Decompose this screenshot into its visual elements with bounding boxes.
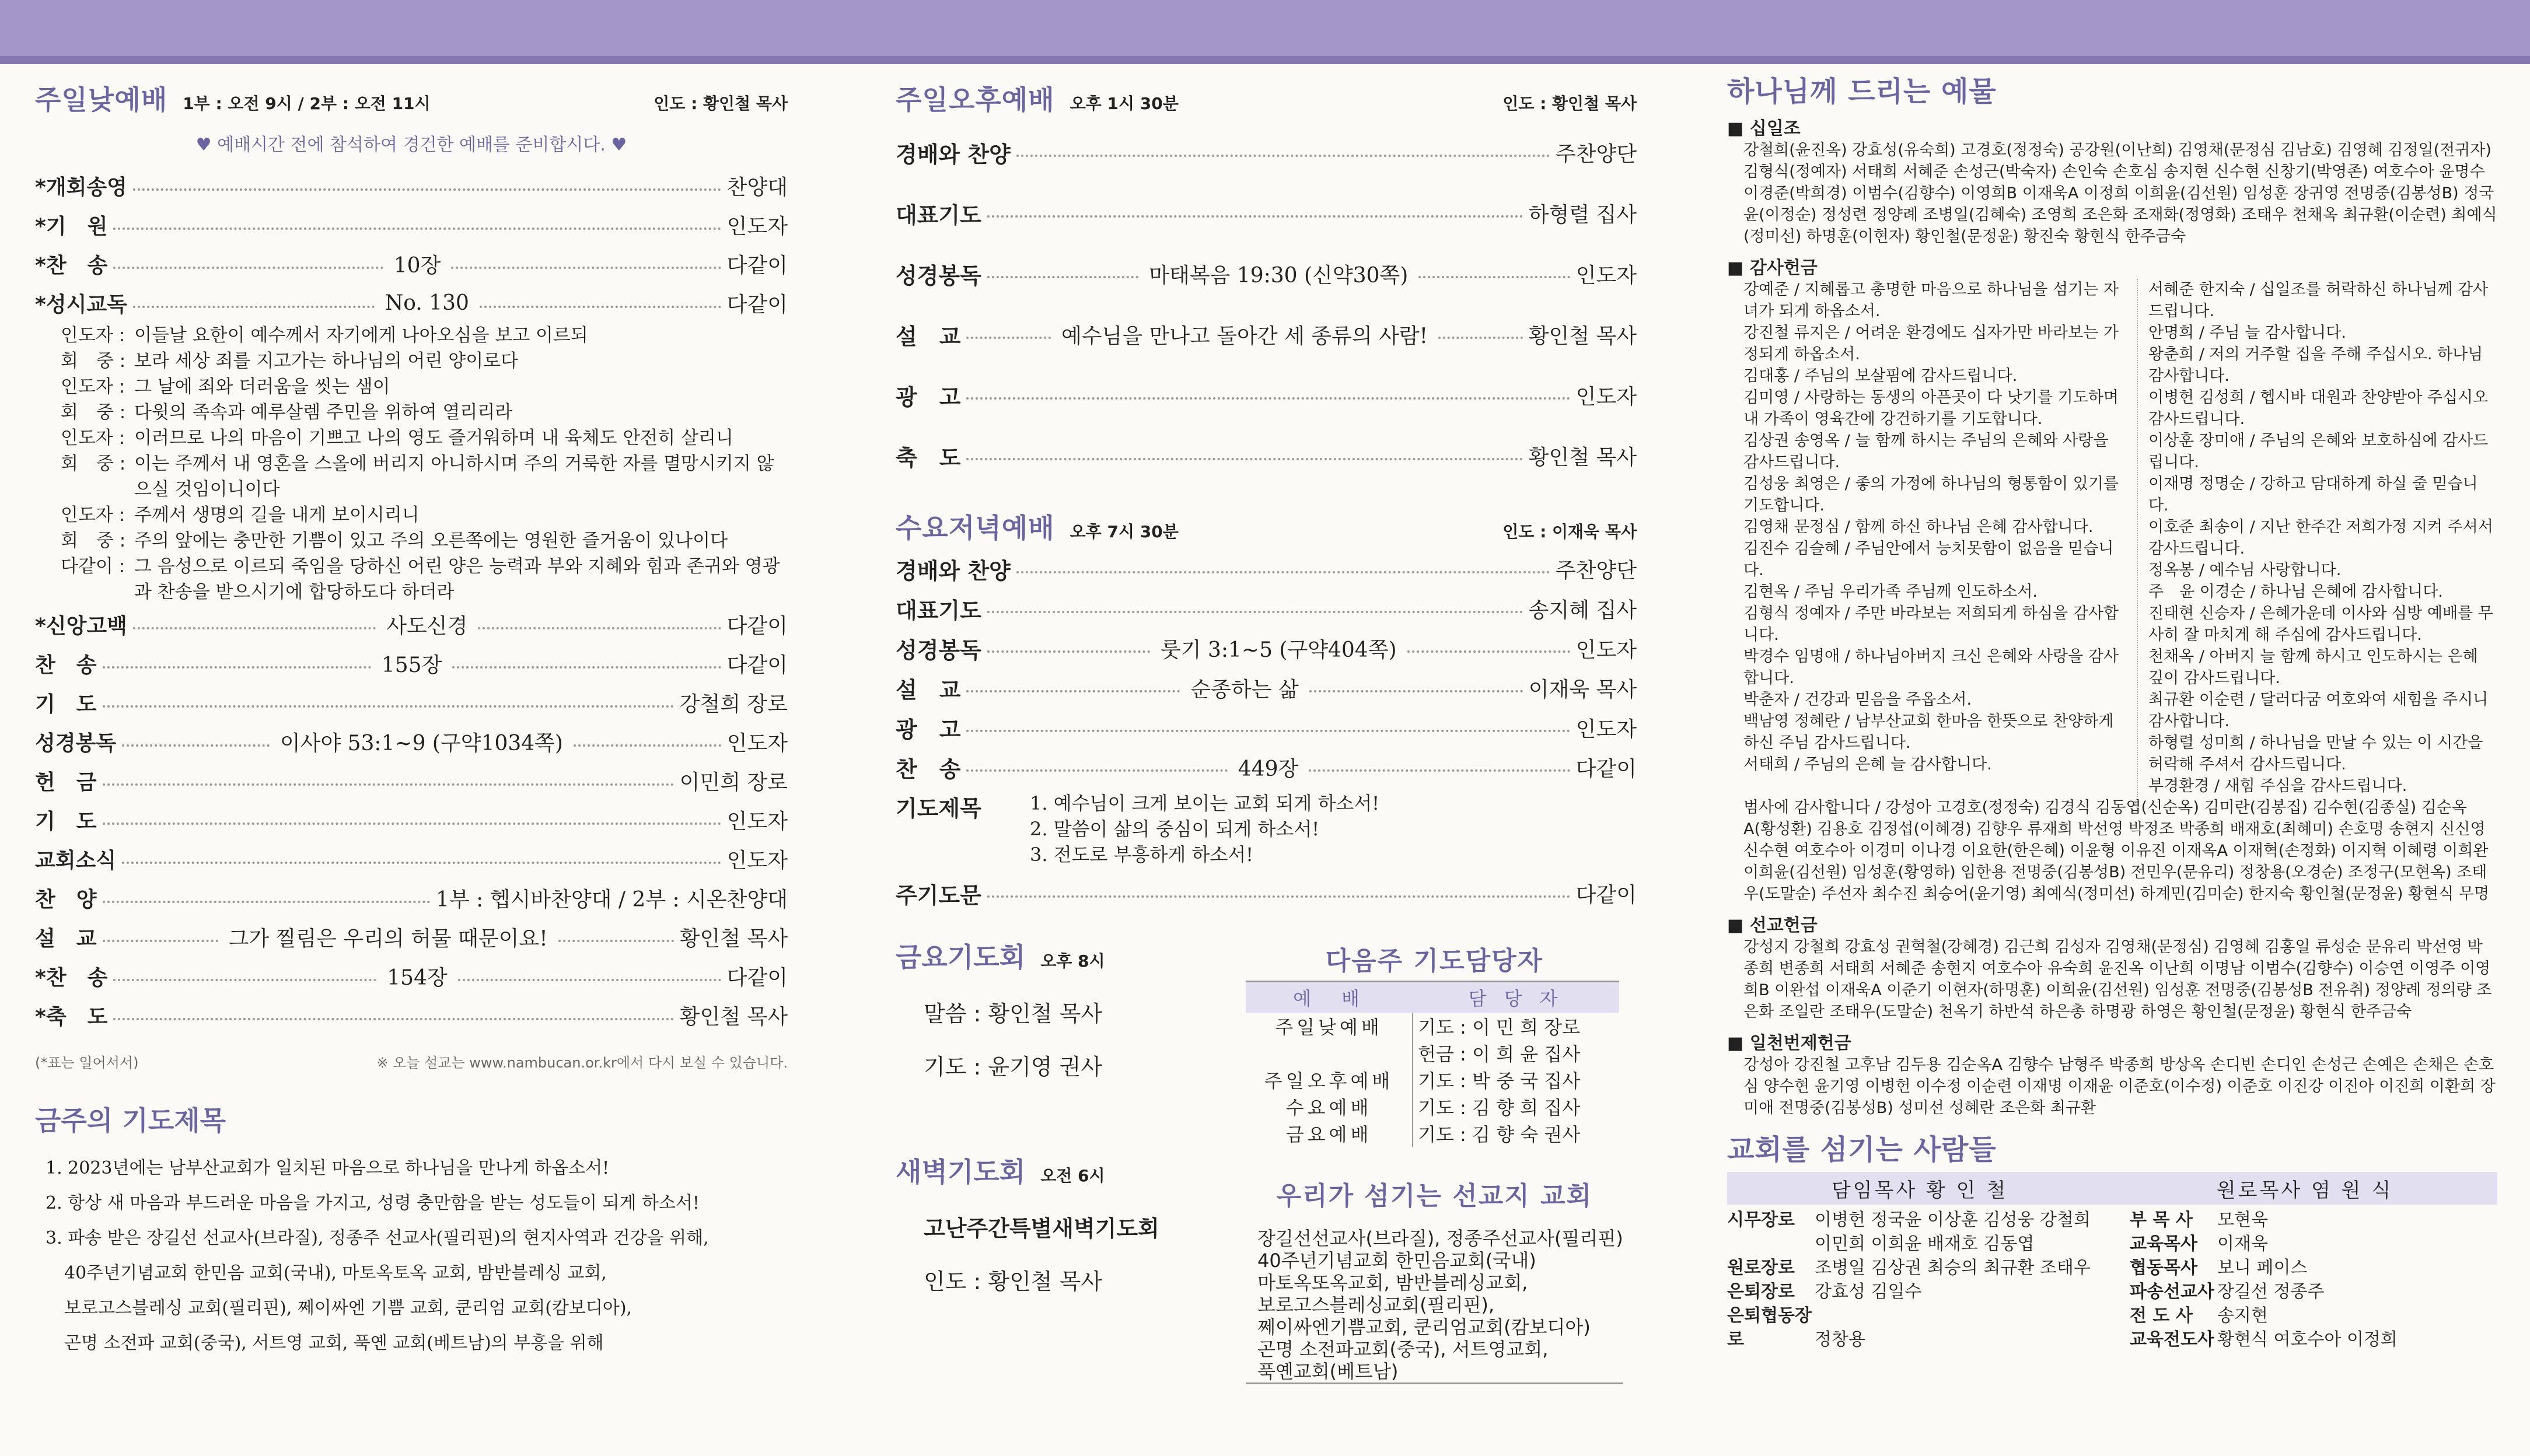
thanks-entry: 서혜준 한지숙 / 십일조를 허락하신 하나님께 감사드립니다. [2148,281,2489,320]
order-item-detail: 룻기 3:1~5 (구약404쪽) [1160,638,1397,662]
order-row [35,878,788,918]
order-row [896,425,1637,486]
order-item-name: 설 교 [896,677,961,703]
order-row [35,644,788,683]
order-item-person: 찬양대 [726,176,788,200]
mission-offering-title: ■ 선교헌금 [1727,911,2497,936]
order-item-name: 찬 송 [896,756,961,782]
staff-names: 강효성 김일수 [1815,1282,1922,1302]
order-item-name: 찬 양 [35,888,97,912]
mission-church: 쩨이싸엔기쁨교회, 쿤리엄교회(캄보디아) [1257,1316,1591,1338]
footnote [35,1051,788,1072]
wednesday-prayer-topics [896,790,1637,867]
thanks-entry: 김영채 문정심 / 함께 하신 하나님 은혜 감사합니다. [1743,518,2094,536]
staff-row [2130,1328,2497,1352]
order-item-detail: 154장 [387,966,448,990]
reading-speaker: 인도자 : [61,505,125,526]
order-item-detail: 10장 [393,254,441,278]
column-offerings [1727,69,2497,1352]
order-row [896,747,1637,787]
staff-names: 정창용 [1815,1329,1865,1350]
prayer-item: 40주년기념교회 한민음 교회(국내), 마토옥토옥 교회, 밤반블레싱 교회, [64,1263,607,1283]
next-week-person: 헌금 : 이 희 윤 집사 [1418,1043,1581,1065]
next-week-service: 주일오후예배 [1246,1066,1413,1093]
order-row [35,284,788,323]
order-item-detail: 이사야 53:1~9 (구약1034쪽) [279,732,563,755]
staff-names: 송지현 [2217,1306,2268,1326]
lords-prayer-who: 다같이 [1575,883,1637,907]
staff-row [2130,1304,2497,1328]
staff-row [2130,1256,2497,1280]
thanks-entry: 천채옥 / 아버지 늘 함께 하시고 인도하시는 은혜 깊이 감사드립니다. [2148,648,2478,687]
weekly-prayer-title: 금주의 기도제목 [35,1105,226,1136]
mission-church: 마토옥또옥교회, 밤반블레싱교회, [1257,1272,1528,1294]
next-week-head-service: 예 배 [1246,982,1413,1013]
missions-list [1246,1227,1623,1384]
thanks-entry: 박춘자 / 건강과 믿음을 주옵소서. [1743,691,1972,709]
order-row [896,708,1637,747]
order-row [896,668,1637,708]
order-item-name: 축 도 [896,444,961,471]
thanks-entry: 이재명 정명순 / 강하고 담대하게 하실 줄 믿습니다. [2148,475,2478,514]
column-other-services [896,79,1637,1384]
dawn-header [896,1151,1246,1189]
thanks-all-names: 범사에 감사합니다 / 강성아 고경호(정정숙) 김경식 김동엽(신순옥) 김미란(김봉집) 김수현(김종실) 김순옥A(황성환) 김용호 김정섭(이혜경) 김향우 류재희 박선영 박정조 박종희 배재호(최혜미) 손호명 송현지 신신영 신수현 여호수아 이경미 이나경 이요한(한은혜) 이윤형 이유진 이재옥A 이재혁(손정화) 이지혁 이혜령 이희완 이희윤(김선원) 임성훈(황영하) 임한용 전명중(김봉성B) 전민우(문유리) 정창용(오경순) 조정구(모현옥) 조태우(도말순) 주선자 최수진 최승어(윤기영) 최예식(정미선) 하계민(김미순) 한지숙 황인철(문정윤) 황현식 무명 [1743,799,2490,903]
thanks-entry: 이상훈 장미애 / 주님의 은혜와 보호하심에 감사드립니다. [2148,432,2489,471]
staff-names: 이병헌 정국윤 이상훈 김성웅 강철희 [1815,1210,2091,1230]
thanks-entry: 김형식 정예자 / 주만 바라보는 저희되게 하심을 감사합니다. [1743,604,2119,644]
thanks-list [1743,279,2497,797]
order-item-person: 다같이 [1575,757,1637,781]
top-band [0,0,2530,64]
missions-title: 우리가 섬기는 선교지 교회 [1276,1181,1593,1211]
reading-speaker: 회 중 : [61,453,126,474]
reading-speaker: 인도자 : [61,428,125,449]
afternoon-time: 오후 1시 30분 [1070,94,1179,113]
next-week-row [1246,1013,1619,1040]
offerings-title: 하나님께 드리는 예물 [1727,75,1997,108]
order-item-person: 인도자 [726,215,788,239]
next-week-service: 수요예배 [1246,1093,1413,1120]
thanks-entry: 왕춘희 / 저의 거주할 집을 주해 주십시오. 하나님 감사합니다. [2148,345,2483,385]
order-row [35,996,788,1035]
wednesday-topic: 3. 전도로 부흥하게 하소서! [1030,844,1254,866]
order-item-name: 광 고 [896,716,961,743]
next-week-person: 기도 : 이 민 희 장로 [1418,1016,1581,1038]
thanks-entry: 주 윤 이경순 / 하나님 은혜에 감사합니다. [2148,583,2443,601]
thanks-entry: 서태희 / 주님의 은혜 늘 감사합니다. [1743,755,1992,774]
thanks-entry: 김진수 김슬혜 / 주님안에서 능치못함이 없음을 믿습니다. [1743,540,2114,579]
next-week-person: 기도 : 박 중 국 집사 [1418,1070,1581,1092]
friday-dawn-section [896,936,1246,1384]
staff-role: 협동목사 [2130,1258,2197,1278]
staff-names: 조병일 김상권 최승의 최규환 조태우 [1815,1258,2091,1278]
order-item-name: *찬 송 [35,966,108,990]
order-item-name: 찬 송 [35,653,97,677]
thanks-entry: 김대홍 / 주님의 보살핌에 감사드립니다. [1743,367,2018,385]
staff-role: 파송선교사 [2130,1282,2214,1302]
order-item-name: 기 도 [35,810,97,834]
order-item-person: 1부 : 헵시바찬양대 / 2부 : 시온찬양대 [436,888,788,912]
prayer-item: 보로고스블레싱 교회(필리핀), 쩨이싸엔 기쁨 교회, 쿤리엄 교회(캄보디아), [64,1298,632,1318]
senior-pastor: 담임목사 황 인 철 [1831,1178,2008,1202]
people-title: 교회를 섬기는 사람들 [1727,1133,1997,1166]
order-item-person: 다같이 [726,653,788,677]
people-box [1727,1172,2497,1352]
order-item-name: 광 고 [896,384,961,410]
next-week-row [1246,1066,1619,1093]
order-row [35,205,788,244]
footnote-standing: (*표는 일어서서) [35,1055,139,1071]
mission-church: 장길선선교사(브라질), 정종주선교사(필리핀) [1257,1227,1623,1250]
reading-speaker: 회 중 : [61,402,126,423]
order-item-name: 헌 금 [35,771,97,794]
reading-speaker: 인도자 : [61,376,125,397]
thanks-entry: 백남영 정혜란 / 남부산교회 한마음 한뜻으로 찬양하게 하신 주님 감사드립니다. [1743,712,2114,752]
mission-church: 푹옌교회(베트남) [1257,1360,1399,1382]
mission-church: 40주년기념교회 한민음교회(국내) [1257,1250,1536,1272]
mission-church: 곤명 소전파교회(중국), 서트영교회, [1257,1338,1549,1360]
order-item-person: 다같이 [726,614,788,638]
order-item-name: 설 교 [896,323,961,349]
order-item-name: *개회송영 [35,176,127,200]
order-item-name: 기 도 [35,692,97,716]
emeritus-pastor: 원로목사 염 원 식 [2216,1178,2393,1202]
order-item-name: 대표기도 [896,202,981,228]
order-item-detail: 예수님을 만나고 돌아간 세 종류의 사람! [1061,324,1428,348]
thanks-entry: 이호준 최송이 / 지난 한주간 저희가정 지켜 주셔서 감사드립니다. [2148,518,2493,558]
reading-speaker: 다같이 : [61,556,125,577]
next-week-service: 주일낮예배 [1246,1013,1413,1040]
weekly-prayer-list [35,1151,788,1361]
prayer-item: 2. 항상 새 마음과 부드러운 마음을 가지고, 성령 충만함을 받는 성도들이 되게 하소서! [46,1193,700,1213]
staff-row [1727,1208,2095,1232]
order-item-person: 강철희 장로 [679,692,788,716]
thanks-entry: 정옥봉 / 예수님 사랑합니다. [2148,561,2342,579]
friday-time: 오후 8시 [1040,951,1105,971]
wednesday-title: 수요저녁예배 [896,512,1055,544]
reading-speaker: 회 중 : [61,530,126,551]
thanks-entry: 이병헌 김성희 / 헵시바 대원과 찬양받아 주십시오 감사드립니다. [2148,388,2489,428]
wednesday-header [896,507,1637,545]
next-week-row [1246,1120,1619,1147]
order-item-name: *성시교독 [35,293,127,317]
staff-names: 이민희 이희윤 배재호 김동엽 [1815,1234,2035,1254]
lords-prayer-row [896,873,1637,913]
order-item-detail: 449장 [1238,757,1299,781]
order-row [896,365,1637,425]
sunday-morning-title: 주일낮예배 [35,84,168,116]
prayer-item: 3. 파송 받은 장길선 선교사(브라질), 정종주 선교사(필리핀)의 현지사역과 건강을 위해, [46,1228,709,1248]
next-week-service: 금요예배 [1246,1120,1413,1147]
tithe-title: ■ 십일조 [1727,114,2497,139]
order-item-person: 인도자 [1575,638,1637,662]
staff-role: 원로장로 [1727,1258,1795,1278]
thanks-entry: 부경환경 / 새힘 주심을 감사드립니다. [2148,777,2407,795]
reading-text: 주의 앞에는 충만한 기쁨이 있고 주의 오른쪽에는 영원한 즐거움이 있나이다 [134,530,728,551]
next-week-section [1246,936,1623,1384]
order-item-name: 설 교 [35,927,97,951]
order-item-name: 경배와 찬양 [896,141,1011,167]
order-item-name: *축 도 [35,1005,108,1029]
order-item-detail: 사도신경 [386,614,468,638]
dawn-leader: 인도 : 황인철 목사 [924,1269,1102,1294]
thanks-entry: 진태현 신승자 / 은혜가운데 이사와 심방 예배를 무사히 잘 마치게 해 주심에 감사드립니다. [2148,604,2493,644]
staff-names: 보니 페이스 [2217,1258,2308,1278]
order-item-name: 경배와 찬양 [896,558,1011,584]
friday-title: 금요기도회 [896,942,1026,973]
wednesday-topic: 2. 말씀이 삶의 중심이 되게 하소서! [1030,818,1320,840]
sunday-morning-time: 1부 : 오전 9시 / 2부 : 오전 11시 [183,94,431,113]
afternoon-leader: 인도 : 황인철 목사 [1502,94,1637,113]
order-item-person: 인도자 [726,849,788,873]
order-row [35,166,788,205]
staff-row [1727,1232,2095,1256]
staff-row [1727,1280,2095,1304]
reading-text: 이러므로 나의 마음이 기쁘고 나의 영도 즐거워하며 내 육체도 안전히 살리니 [134,428,733,449]
mission-offering-names: 강성지 강철희 강효성 권혁철(강혜경) 김근희 김성자 김영채(문정심) 김영혜 김홍일 류성순 문유리 박선영 박종희 변종희 서태희 서혜준 송현지 여호수아 유숙희 윤진옥 이난희 이명남 이범수(김향수) 이승연 이영주 이영희B 이완섭 이재욱A 이준기 이현자(하명훈) 이희윤(김선원) 임성훈 전명중(김봉성B 전유취) 정양례 정의량 조은화 조일란 조태우(도말순) 천옥기 하반석 하은총 하명광 하영은 황인철(문정윤) 황현식 한주금숙 [1743,938,2492,1021]
order-row [35,839,788,878]
order-row [896,628,1637,668]
dawn-title: 새벽기도회 [896,1156,1026,1188]
thanks-entry: 하형렬 성미희 / 하나님을 만날 수 있는 이 시간을 허락해 주셔서 감사드립니다. [2148,734,2483,774]
order-row [896,183,1637,243]
order-item-person: 주찬양단 [1555,558,1637,583]
reading-speaker: 인도자 : [61,325,125,346]
dawn-time: 오전 6시 [1040,1166,1105,1185]
staff-role: 은퇴장로 [1727,1282,1795,1302]
order-row [896,589,1637,628]
order-row [35,800,788,839]
next-week-row [1246,1093,1619,1120]
next-week-person: 기도 : 김 향 숙 권사 [1418,1124,1581,1146]
order-item-person: 하형렬 집사 [1528,202,1637,227]
thanks-entry: 안명희 / 주님 늘 감사합니다. [2148,324,2346,342]
staff-names: 이재욱 [2217,1234,2268,1254]
friday-word: 말씀 : 황인철 목사 [924,1001,1102,1027]
prayer-item: 곤명 소전파 교회(중국), 서트영 교회, 푹옌 교회(베트남)의 부흥을 위해 [64,1333,604,1353]
order-row [35,605,788,644]
responsive-reading [61,323,788,605]
reading-text: 이는 주께서 내 영혼을 스올에 버리지 아니하시며 주의 거룩한 자를 멸망시키지 않으실 것임이니이다 [134,453,774,500]
reading-text: 그 날에 죄와 더러움을 씻는 샘이 [134,376,390,397]
tithe-names: 강철희(윤진옥) 강효성(유숙희) 고경호(정정숙) 공강원(이난희) 김영채(문정심 김남호) 김영혜 김정일(전귀자) 김형식(정예자) 서태희 서혜준 손성근(박숙자) 손인숙 손호심 송지현 신수현 신창기(박영존) 여호수아 윤명수 이경준(박희경) 이범수(김향수) 이영희B 이재욱A 이정희 이희윤(김선원) 임성훈 장귀영 전명중(김봉성B) 정국윤(이정순) 정성련 정양례 조병일(김혜숙) 조영희 조은화 조재화(정영화) 조태우 천채옥 최규환(이순련) 최예식(정미선) 하명훈(이현자) 황인철(문정윤) 황진숙 황현식 한주금숙 [1743,141,2497,246]
thanks-title: ■ 감사헌금 [1727,253,2497,279]
staff-role: 교육목사 [2130,1234,2197,1254]
staff-role: 부 목 사 [2130,1210,2193,1230]
order-item-person: 인도자 [726,810,788,834]
order-item-person: 인도자 [1575,263,1637,288]
thanks-entry: 김미영 / 사랑하는 동생의 아픈곳이 다 낫기를 기도하며 내 가족이 영육간에 강건하기를 기도합니다. [1743,388,2119,428]
order-item-person: 이민희 장로 [679,771,788,794]
order-row [896,122,1637,183]
worship-notice: ♥ 예배시간 전에 참석하여 경건한 예배를 준비합시다. ♥ [195,135,627,155]
thanks-entry: 김성웅 최영은 / 좋의 가정에 하나님의 형통함이 있기를 기도합니다. [1743,475,2119,514]
column-sunday-morning [35,79,788,1361]
order-item-person: 황인철 목사 [1528,324,1637,348]
order-item-person: 송지혜 집사 [1528,598,1637,622]
order-row [896,243,1637,304]
reading-text: 주께서 생명의 길을 내게 보이시리니 [134,505,420,526]
order-row [35,918,788,957]
order-item-person: 황인철 목사 [1528,445,1637,470]
staff-role: 교육전도사 [2130,1329,2214,1350]
order-item-person: 이재욱 목사 [1528,677,1637,702]
thanks-entry: 최규환 이순련 / 달러다굼 여호와여 새힘을 주시니 감사합니다. [2148,691,2489,730]
next-week-head-person: 담 당 자 [1413,982,1619,1013]
staff-names: 장길선 정종주 [2217,1282,2325,1302]
sunday-morning-leader: 인도 : 황인철 목사 [654,94,788,113]
afternoon-header [896,79,1637,117]
reading-text: 다윗의 족속과 예루살렘 주민을 위하여 열리리라 [134,402,513,423]
reading-speaker: 회 중 : [61,351,126,372]
order-item-person: 인도자 [1575,717,1637,741]
thanks-entry: 강진철 류지은 / 어려운 환경에도 십자가만 바라보는 가정되게 하옵소서. [1743,324,2119,363]
order-item-detail: 그가 찔림은 우리의 허물 때문이요! [228,927,548,951]
order-item-name: 성경봉독 [896,637,981,663]
order-item-name: *찬 송 [35,254,108,278]
order-item-person: 황인철 목사 [679,927,788,951]
once-offering-names: 강성아 강진철 고후남 김두용 김순옥A 김향수 남형주 박종희 방상옥 손디빈 손디인 손성근 손예은 손채은 손호심 양수현 윤기영 이병헌 이수정 이순련 이재명 이재윤 이준호(이수정) 이준호 이진강 이진아 이진희 이환희 장미애 전명중(김봉성B) 성미선 성혜란 조은화 최규환 [1743,1056,2496,1117]
staff-role: 시무장로 [1727,1210,1795,1230]
order-item-person: 인도자 [1575,384,1637,409]
order-item-name: *신앙고백 [35,614,127,638]
wednesday-time: 오후 7시 30분 [1070,522,1179,541]
order-item-person: 다같이 [726,293,788,317]
once-offering-title: ■ 일천번제헌금 [1727,1028,2497,1054]
prayer-item: 1. 2023년에는 남부산교회가 일치된 마음으로 하나님을 만나게 하옵소서! [46,1158,610,1178]
order-item-detail: 155장 [381,653,442,677]
order-row [896,304,1637,365]
order-row [35,957,788,996]
staff-row [2130,1208,2497,1232]
order-item-detail: 순종하는 삶 [1190,677,1299,702]
next-week-table [1246,981,1619,1147]
order-item-name: 대표기도 [896,597,981,624]
dawn-name: 고난주간특별새벽기도회 [924,1216,1159,1241]
afternoon-title: 주일오후예배 [896,84,1055,116]
staff-row [1727,1304,2095,1352]
staff-row [2130,1232,2497,1256]
sunday-morning-header [35,79,788,117]
order-item-name: 성경봉독 [35,732,117,755]
topics-label: 기도제목 [896,796,981,821]
next-week-person: 기도 : 김 향 희 집사 [1418,1097,1581,1119]
order-item-name: *기 원 [35,215,108,239]
reading-text: 이들날 요한이 예수께서 자기에게 나아오심을 보고 이르되 [134,325,588,346]
wednesday-leader: 인도 : 이재욱 목사 [1502,522,1637,541]
order-item-detail: No. 130 [385,291,469,315]
thanks-entry: 강예준 / 지혜롭고 총명한 마음으로 하나님을 섬기는 자녀가 되게 하옵소서. [1743,281,2119,320]
order-item-detail: 마태복음 19:30 (신약30쪽) [1149,263,1409,288]
thanks-entry: 김상권 송영옥 / 늘 함께 하시는 주님의 은혜와 사랑을 감사드립니다. [1743,432,2109,471]
order-item-person: 황인철 목사 [679,1005,788,1029]
order-row [35,761,788,800]
wednesday-topic: 1. 예수님이 크게 보이는 교회 되게 하소서! [1030,792,1380,814]
staff-row [1727,1256,2095,1280]
mission-church: 보로고스블레싱교회(필리핀), [1257,1294,1495,1316]
staff-names: 모현욱 [2217,1210,2268,1230]
order-item-person: 다같이 [726,254,788,278]
order-row [35,244,788,284]
staff-row [2130,1280,2497,1304]
order-row [35,722,788,761]
reading-text: 그 음성으로 이르되 죽임을 당하신 어린 양은 능력과 부와 지혜와 힘과 존귀와 영광과 찬송을 받으시기에 합당하도다 하더라 [134,556,780,603]
order-item-person: 주찬양단 [1555,142,1637,166]
order-item-person: 인도자 [726,732,788,755]
lords-prayer-label: 주기도문 [896,882,981,908]
next-week-row [1246,1040,1619,1066]
footnote-website: ※ 오늘 설교는 www.nambucan.or.kr에서 다시 보실 수 있습니다. [376,1055,788,1071]
order-row [35,683,788,722]
staff-names: 황현식 여호수아 이정희 [2217,1329,2398,1350]
next-week-service [1246,1040,1413,1066]
thanks-entry: 김현옥 / 주님 우리가족 주님께 인도하소서. [1743,583,2038,601]
order-row [896,549,1637,589]
order-item-name: 성경봉독 [896,262,981,289]
staff-role: 은퇴협동장로 [1727,1306,1812,1350]
next-week-title: 다음주 기도담당자 [1325,946,1544,976]
staff-role: 전 도 사 [2130,1306,2193,1326]
friday-header [896,936,1246,975]
order-item-person: 다같이 [726,966,788,990]
thanks-entry: 박경수 임명애 / 하나님아버지 크신 은혜와 사랑을 감사합니다. [1743,648,2119,687]
friday-prayer: 기도 : 윤기영 권사 [924,1054,1102,1080]
order-item-name: 교회소식 [35,849,117,873]
reading-text: 보라 세상 죄를 지고가는 하나님의 어린 양이로다 [134,351,519,372]
